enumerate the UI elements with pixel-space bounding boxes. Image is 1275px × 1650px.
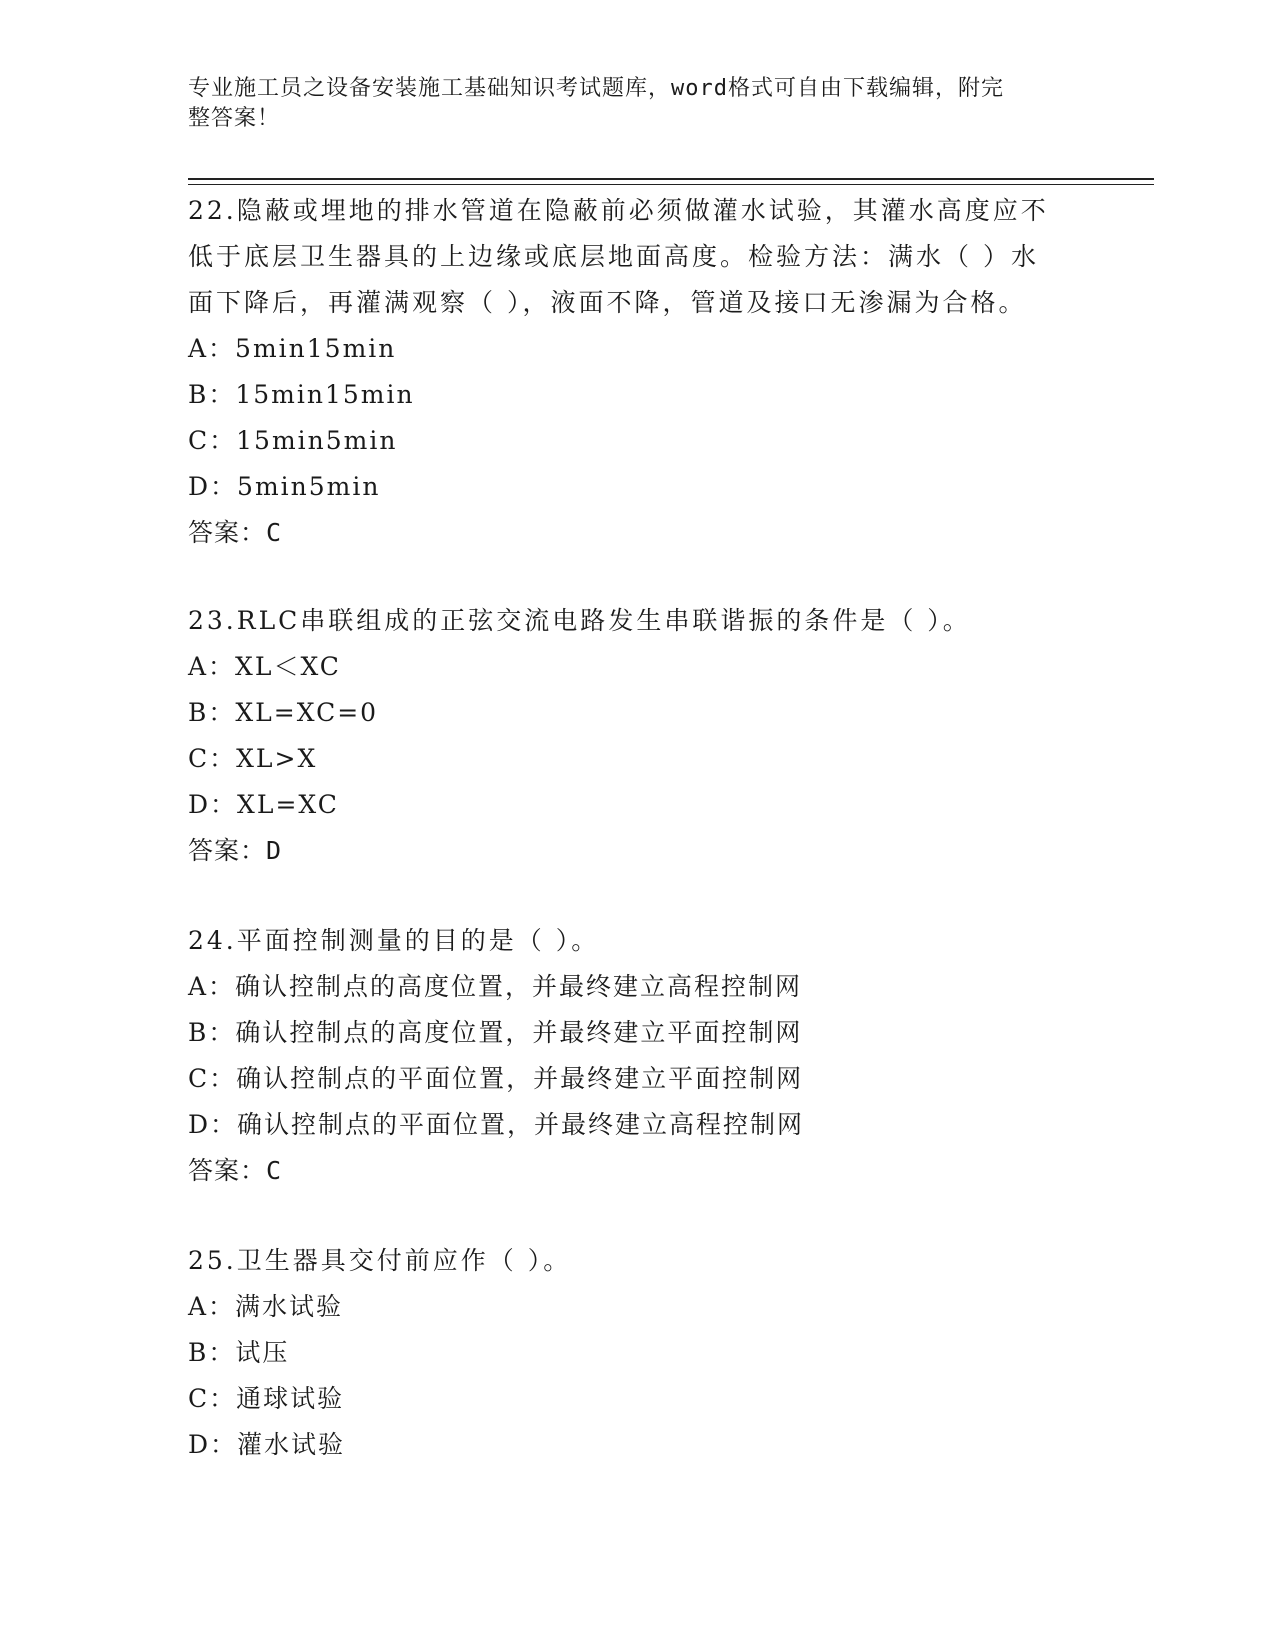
answer-line: 答案：C: [188, 1156, 283, 1185]
question-22: [188, 188, 1088, 556]
question-stem-line: 23.RLC串联组成的正弦交流电路发生串联谐振的条件是（ ）。: [188, 606, 971, 635]
option-c: C：XL>X: [188, 744, 318, 773]
header-line-2: 整答案！: [188, 106, 281, 131]
option-a: A：XL＜XC: [188, 652, 341, 681]
option-b: B：试压: [188, 1338, 290, 1367]
document-header: [188, 74, 1068, 134]
option-d: D：XL=XC: [188, 790, 339, 819]
option-c: C：确认控制点的平面位置，并最终建立平面控制网: [188, 1064, 804, 1093]
answer-line: 答案：C: [188, 518, 283, 547]
question-24: [188, 918, 1088, 1194]
header-divider-thick: [188, 178, 1154, 180]
question-stem-line: 22.隐蔽或埋地的排水管道在隐蔽前必须做灌水试验，其灌水高度应不: [188, 196, 1049, 225]
question-stem-line: 24.平面控制测量的目的是（ ）。: [188, 926, 600, 955]
question-23: [188, 598, 1088, 874]
option-a: A：5min15min: [188, 334, 397, 363]
option-d: D：灌水试验: [188, 1430, 346, 1459]
header-line-1: 专业施工员之设备安装施工基础知识考试题库，word格式可自由下载编辑，附完: [188, 76, 1004, 101]
header-divider-thin: [188, 184, 1154, 185]
option-d: D：5min5min: [188, 472, 381, 501]
option-b: B：确认控制点的高度位置，并最终建立平面控制网: [188, 1018, 803, 1047]
option-a: A：确认控制点的高度位置，并最终建立高程控制网: [188, 972, 803, 1001]
question-stem-line: 面下降后，再灌满观察（ ），液面不降，管道及接口无渗漏为合格。: [188, 288, 1027, 317]
option-b: B：15min15min: [188, 380, 415, 409]
answer-line: 答案：D: [188, 836, 283, 865]
option-d: D：确认控制点的平面位置，并最终建立高程控制网: [188, 1110, 805, 1139]
option-c: C：15min5min: [188, 426, 398, 455]
question-stem-line: 25.卫生器具交付前应作（ ）。: [188, 1246, 572, 1275]
option-c: C：通球试验: [188, 1384, 345, 1413]
question-25: [188, 1238, 1088, 1468]
option-a: A：满水试验: [188, 1292, 344, 1321]
option-b: B：XL=XC=0: [188, 698, 379, 727]
question-stem-line: 低于底层卫生器具的上边缘或底层地面高度。检验方法：满水（ ）水: [188, 242, 1039, 271]
